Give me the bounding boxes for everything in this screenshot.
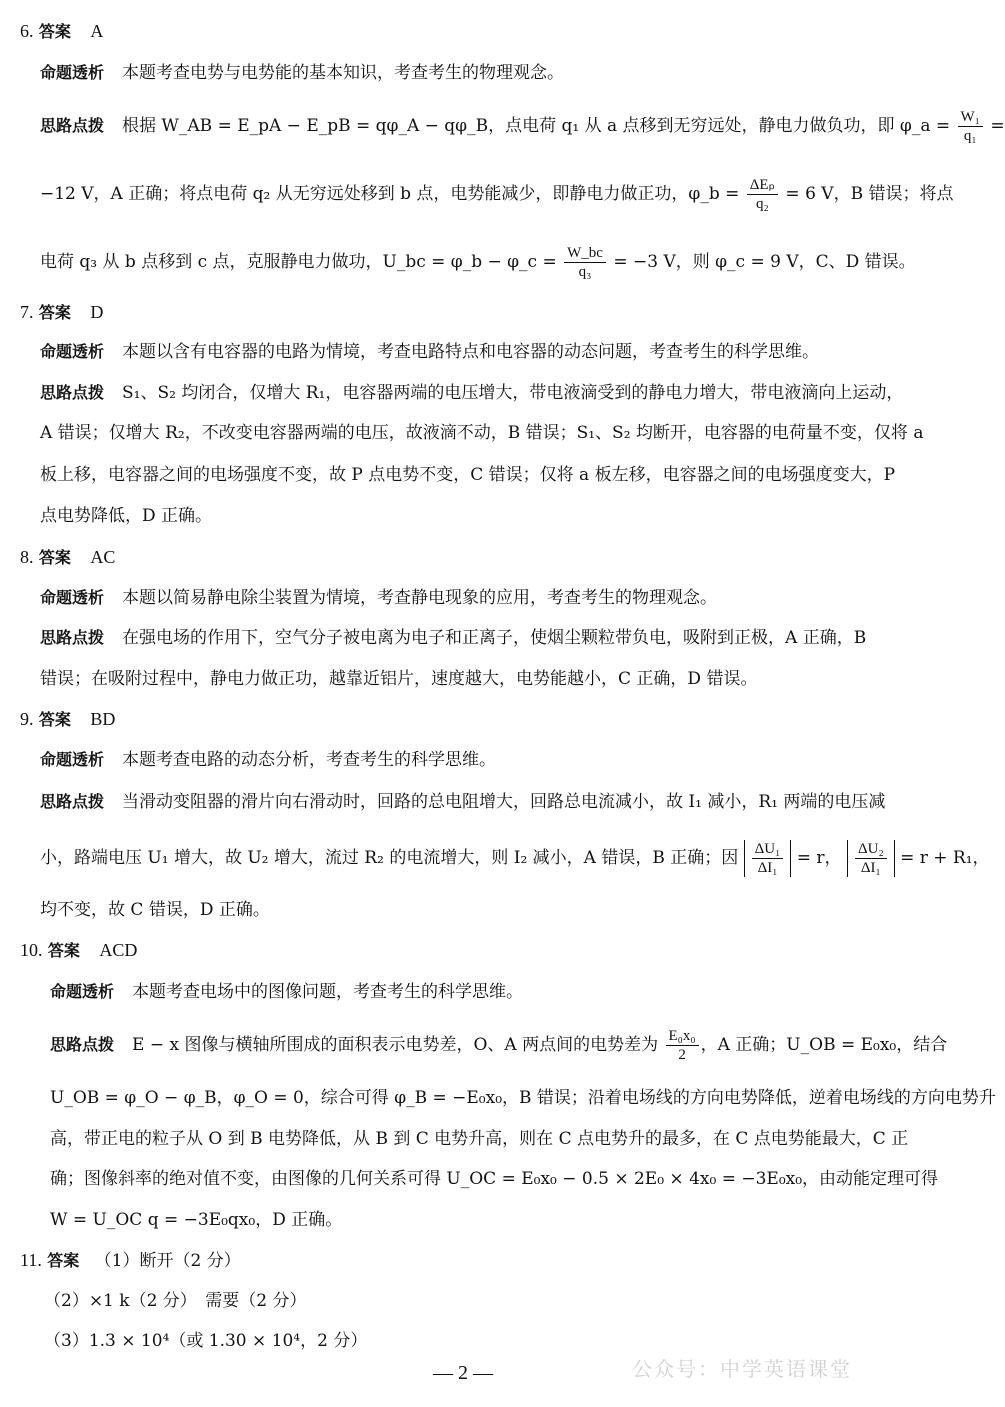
- q6-line3b: = −3 V，则 φ_c = 9 V，C、D 错误。: [613, 252, 916, 272]
- q9-abs2-den: ΔI₁: [860, 860, 881, 876]
- q8-line1: 在强电场的作用下，空气分子被电离为电子和正离子，使烟尘颗粒带负电，吸附到正极，A 正确，B: [122, 628, 867, 648]
- q10-number: 10.: [20, 940, 43, 960]
- q7-intent-text: 本题以含有电容器的电路为情境，考查电路特点和电容器的动态问题，考查考生的科学思维。: [122, 342, 820, 362]
- q6-frac2-num: ΔEₚ: [747, 176, 778, 195]
- q9-line2a: 小，路端电压 U₁ 增大，故 U₂ 增大，流过 R₂ 的电流增大，则 I₂ 减小，A 错误，B 正确；因: [40, 848, 739, 868]
- q7-header: [20, 299, 103, 326]
- q6-frac3-num: W_bc: [564, 244, 606, 263]
- q7-intent-label: 命题透析: [40, 342, 105, 361]
- q6-frac3-den: q₃: [578, 264, 592, 280]
- q6-frac1: [958, 108, 983, 145]
- q11-line2: （2）×1 k（2 分） 需要（2 分）: [44, 1291, 307, 1311]
- q10-hint-line1: [50, 1027, 947, 1064]
- q9-line2b: = r，: [796, 848, 842, 868]
- q8-intent-text: 本题以简易静电除尘装置为情境，考查静电现象的应用，考查考生的物理观念。: [122, 588, 718, 608]
- q6-answer-label: 答案: [38, 22, 71, 41]
- q10-header: [20, 937, 137, 964]
- q7-answer: D: [90, 302, 104, 322]
- q9-abs1-frac: [752, 840, 784, 877]
- q6-intent-label: 命题透析: [40, 63, 105, 82]
- q8-header: [20, 544, 115, 571]
- q6-line2b: = 6 V，B 错误；将点: [785, 184, 954, 204]
- q9-abs1-den: ΔI₁: [757, 860, 778, 876]
- q10-intent-label: 命题透析: [50, 982, 115, 1001]
- q9-answer: BD: [90, 709, 116, 729]
- q9-line3: 均不变，故 C 错误，D 正确。: [40, 900, 270, 920]
- q9-abs2: [847, 840, 895, 877]
- q10-line2: U_OB = φ_O − φ_B，φ_O = 0，综合可得 φ_B = −E₀x₀，B 错误；沿着电场线的方向电势降低，逆着电场线的方向电势升: [50, 1088, 996, 1108]
- q7-line3: 板上移，电容器之间的电场强度不变，故 P 点电势不变，C 错误；仅将 a 板左移，电容器之间的电场强度变大，P: [40, 465, 896, 485]
- q8-intent: [40, 585, 717, 611]
- q9-abs1-num: ΔU₁: [752, 840, 784, 859]
- q8-answer-label: 答案: [38, 548, 71, 567]
- q9-intent-label: 命题透析: [40, 750, 105, 769]
- q9-abs2-num: ΔU₂: [855, 840, 887, 859]
- q6-line1: 根据 W_AB = E_pA − E_pB = qφ_A − qφ_B，点电荷 q₁ 从 a 点移到无穷远处，静电力做负功，即 φ_a =: [122, 116, 951, 136]
- q9-abs1: [744, 840, 792, 877]
- q7-answer-label: 答案: [38, 303, 71, 322]
- q9-hint-line2: [40, 840, 990, 877]
- q9-intent-text: 本题考查电路的动态分析，考查考生的科学思维。: [122, 750, 497, 770]
- q10-answer-label: 答案: [47, 941, 80, 960]
- q9-header: [20, 706, 115, 733]
- q10-hint-label: 思路点拨: [50, 1035, 115, 1054]
- q10-line4: 确；图像斜率的绝对值不变，由图像的几何关系可得 U_OC = E₀x₀ − 0.5 × 2E₀ × 4x₀ = −3E₀x₀，由动能定理可得: [50, 1169, 939, 1189]
- q6-line1-end: =: [990, 116, 1005, 136]
- q10-line1b: ，A 正确；U_OB = E₀x₀，结合: [700, 1035, 948, 1055]
- q7-line4: 点电势降低，D 正确。: [40, 506, 213, 526]
- q11-line1: （1）断开（2 分）: [94, 1251, 241, 1271]
- q7-line2: A 错误；仅增大 R₂，不改变电容器两端的电压，故液滴不动，B 错误；S₁、S₂ 均断开，电容器的电荷量不变，仅将 a: [40, 423, 924, 443]
- q11-answer-label: 答案: [47, 1251, 80, 1270]
- q11-header: [20, 1247, 241, 1274]
- q10-frac1-den: 2: [678, 1047, 686, 1063]
- q9-intent: [40, 747, 496, 773]
- q8-number: 8.: [20, 547, 34, 567]
- q6-frac1-den: q₁: [963, 128, 977, 144]
- q9-abs2-frac: [855, 840, 887, 877]
- q6-frac2: [747, 176, 778, 213]
- q7-hint-line1: [40, 380, 903, 406]
- q7-hint-label: 思路点拨: [40, 383, 105, 402]
- q8-intent-label: 命题透析: [40, 588, 105, 607]
- q10-intent: [50, 979, 523, 1005]
- q11-line3: （3）1.3 × 10⁴（或 1.30 × 10⁴，2 分）: [44, 1331, 368, 1351]
- q6-hint-line1: [40, 108, 1005, 145]
- q8-answer: AC: [90, 547, 116, 567]
- q6-hint-line3: [40, 244, 916, 281]
- q9-hint-label: 思路点拨: [40, 792, 105, 811]
- q6-intent-text: 本题考查电势与电势能的基本知识，考查考生的物理观念。: [122, 63, 565, 83]
- q9-line2c: = r + R₁，: [900, 848, 990, 868]
- q9-number: 9.: [20, 709, 34, 729]
- q10-line3: 高，带正电的粒子从 O 到 B 电势降低，从 B 到 C 电势升高，则在 C 点电势升的最多，在 C 点电势能最大，C 正: [50, 1129, 909, 1149]
- q10-intent-text: 本题考查电场中的图像问题，考查考生的科学思维。: [132, 982, 524, 1002]
- q6-hint-line2: [40, 176, 953, 213]
- q6-frac3: [564, 244, 606, 281]
- q10-frac1-num: E₀x₀: [666, 1027, 699, 1046]
- q10-line1a: E − x 图像与横轴所围成的面积表示电势差，O、A 两点间的电势差为: [132, 1035, 659, 1055]
- q7-line1: S₁、S₂ 均闭合，仅增大 R₁，电容器两端的电压增大，带电液滴受到的静电力增大，带电液滴向上运动，: [122, 383, 904, 403]
- q8-hint-label: 思路点拨: [40, 628, 105, 647]
- q6-frac1-num: W₁: [958, 108, 983, 127]
- q6-line3a: 电荷 q₃ 从 b 点移到 c 点，克服静电力做功，U_bc = φ_b − φ_c =: [40, 252, 557, 272]
- q6-intent: [40, 60, 564, 86]
- q9-line1: 当滑动变阻器的滑片向右滑动时，回路的总电阻增大，回路总电流减小，故 I₁ 减小，R₁ 两端的电压减: [122, 792, 886, 812]
- q9-hint-line1: [40, 789, 885, 815]
- q7-intent: [40, 339, 819, 365]
- q6-answer: A: [90, 21, 104, 41]
- q8-line2: 错误；在吸附过程中，静电力做正功，越靠近铝片，速度越大，电势能越小，C 正确，D 错误。: [40, 669, 758, 689]
- q10-answer: ACD: [99, 940, 138, 960]
- q9-answer-label: 答案: [38, 710, 71, 729]
- q6-hint-label: 思路点拨: [40, 116, 105, 135]
- q6-number: 6.: [20, 21, 34, 41]
- q7-number: 7.: [20, 302, 34, 322]
- q10-frac1: [666, 1027, 699, 1064]
- q6-line2a: −12 V，A 正确；将点电荷 q₂ 从无穷远处移到 b 点，电势能减少，即静电力做正功，φ_b =: [40, 184, 740, 204]
- q11-number: 11.: [20, 1250, 42, 1270]
- q10-line5: W = U_OC q = −3E₀qx₀，D 正确。: [50, 1210, 343, 1230]
- q8-hint-line1: [40, 625, 866, 651]
- page-number: — 2 —: [433, 1362, 493, 1384]
- watermark: 公众号：中学英语课堂: [632, 1357, 852, 1381]
- q6-frac2-den: q₂: [756, 196, 769, 212]
- q6-header: [20, 18, 103, 45]
